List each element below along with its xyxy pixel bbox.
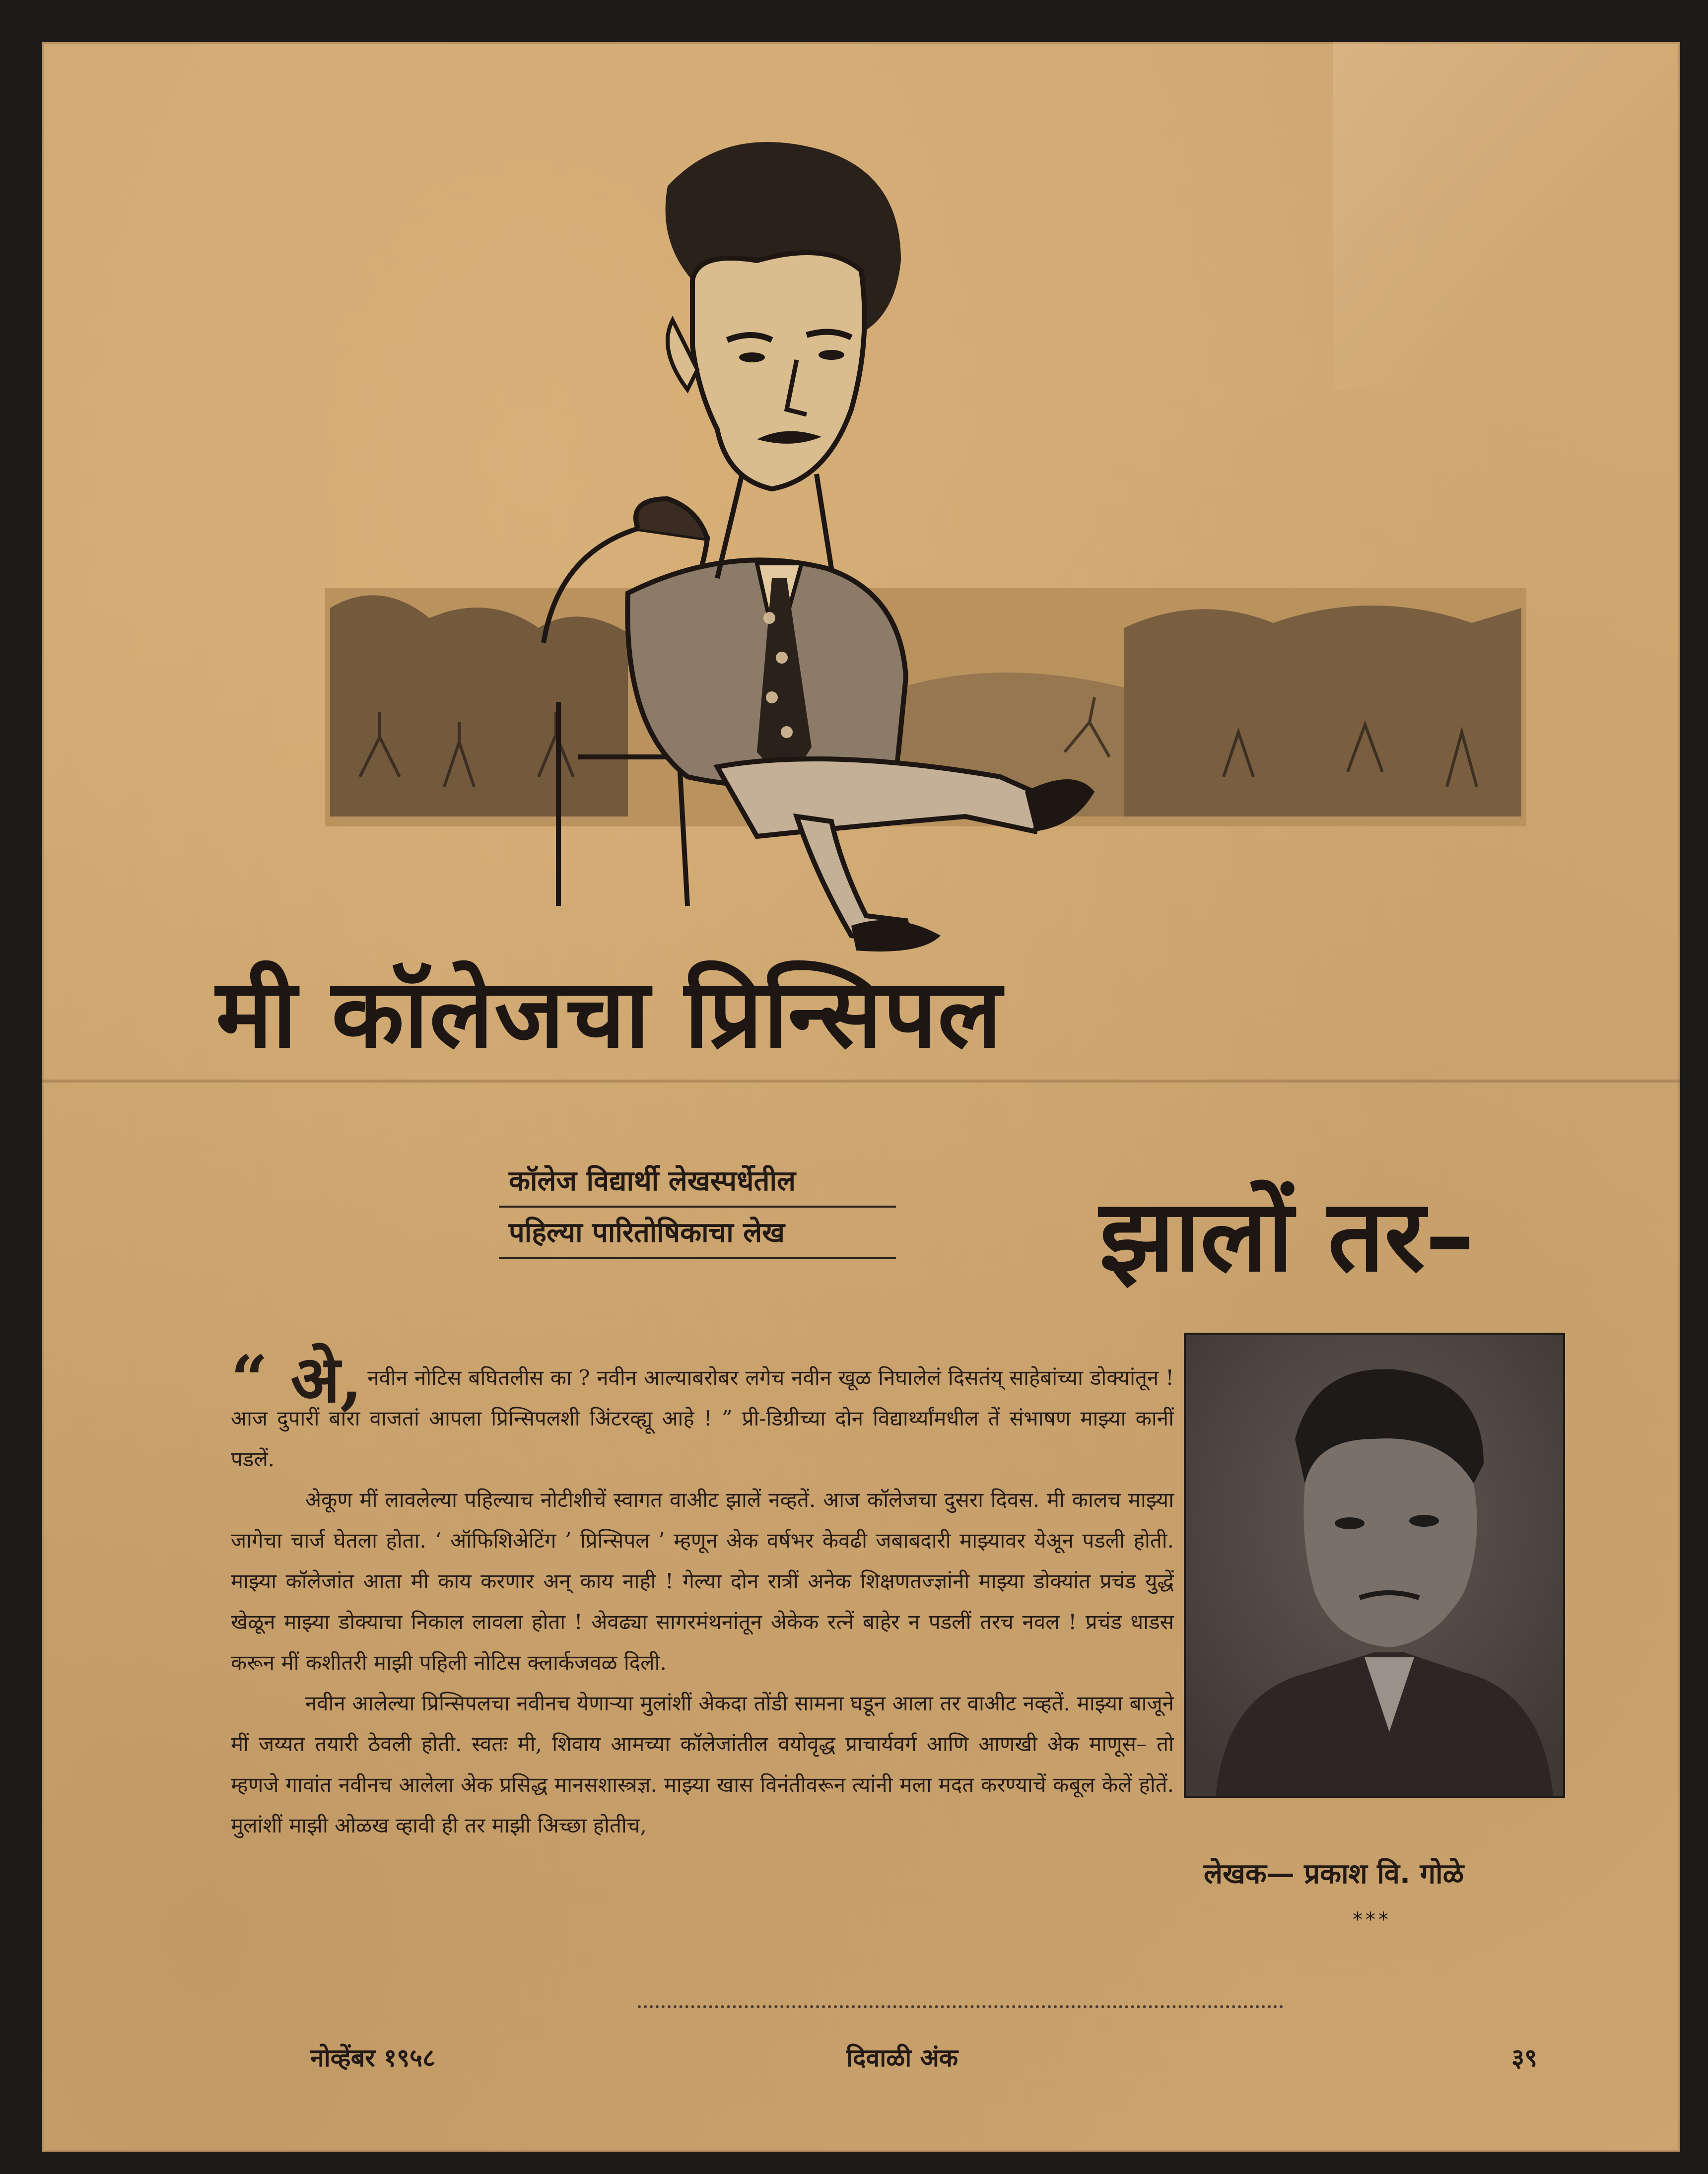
quote-open: “ अे, (231, 1341, 363, 1417)
article-title: मी कॉलेजचा प्रिन्सिपल (216, 959, 1003, 1069)
section-divider-stars: *** (1353, 1908, 1391, 1931)
footer-issue: दिवाळी अंक (846, 2043, 958, 2072)
paper-fold-line (42, 1080, 1680, 1083)
article-subtitle (499, 1154, 896, 1259)
author-photo (1184, 1333, 1565, 1798)
magazine-page (42, 42, 1680, 2152)
author-credit: लेखक— प्रकाश वि. गोळे (1204, 1858, 1464, 1890)
article-body (231, 1341, 1174, 1846)
footer-date: नोव्हेंबर १९५८ (310, 2043, 436, 2072)
subtitle-line-1: कॉलेज विद्यार्थी लेखस्पर्धेतील (499, 1154, 896, 1208)
article-paragraph: नवीन आलेल्या प्रिन्सिपलचा नवीनच येणाऱ्या मुलांशीं अेकदा तोंडी सामना घडून आला तर वाअीट नव्हतें. माझ्या बाजूने मीं जय्यत तयारी ठेवली होती. स्वतः मी, शिवाय आमच्या कॉलेजांतील वयोवृद्ध प्राचार्यवर्ग आणि आणखी अेक माणूस– तो म्हणजे गावांत नवीनच आलेला अेक प्रसिद्ध मानसशास्त्रज्ञ. माझ्या खास विनंतीवरून त्यांनी मला मदत करण्याचें कबूल केलें होतें. मुलांशीं माझी ओळख व्हावी ही तर माझी अिच्छा होतीच, (231, 1691, 1174, 1837)
subtitle-line-2: पहिल्या पारितोषिकाचा लेख (499, 1208, 896, 1259)
dotted-separator (638, 2005, 1283, 2008)
footer-page-number: ३९ (1511, 2043, 1537, 2072)
caricature-head (666, 142, 901, 578)
article-title-end: झालों तर– (1099, 1178, 1475, 1294)
paragraph-text: नवीन नोटिस बघितलीस का ? नवीन आल्याबरोबर लगेच नवीन खूळ निघालेलं दिसतंय् साहेबांच्या डोक्यांतून ! आज दुपारीं बारा वाजतां आपला प्रिन्सिपलशी अिंटरव्ह्यू आहे ! ” प्री-डिग्रीच्या दोन विद्यार्थ्यांमधील तें संभाषण माझ्या कानीं पडलें. (231, 1365, 1174, 1471)
article-paragraph (231, 1341, 1174, 1480)
caricature-principal-illustration (280, 132, 1546, 975)
author-portrait-icon (1186, 1335, 1563, 1796)
article-paragraph: अेकूण मीं लावलेल्या पहिल्याच नोटीशीचें स्वागत वाअीट झालें नव्हतें. आज कॉलेजचा दुसरा दिवस. मी कालच माझ्या जागेचा चार्ज घेतला होता. ‘ ऑफिशिअेटिंग ’ प्रिन्सिपल ’ म्हणून अेक वर्षभर केवढी जबाबदारी माझ्यावर येअून पडली होती. माझ्या कॉलेजांत आता मी काय करणार अन् काय नाही ! गेल्या दोन रात्रीं अनेक शिक्षणतज्ज्ञांनी माझ्या डोक्यांत प्रचंड युद्धें खेळून माझ्या डोक्याचा निकाल लावला होता ! अेवढ्या सागरमंथनांतून अेकेक रत्नें बाहेर न पडलीं तरच नवल ! प्रचंड धाडस करून मीं कशीतरी माझी पहिली नोटिस क्लार्कजवळ दिली. (231, 1488, 1174, 1675)
